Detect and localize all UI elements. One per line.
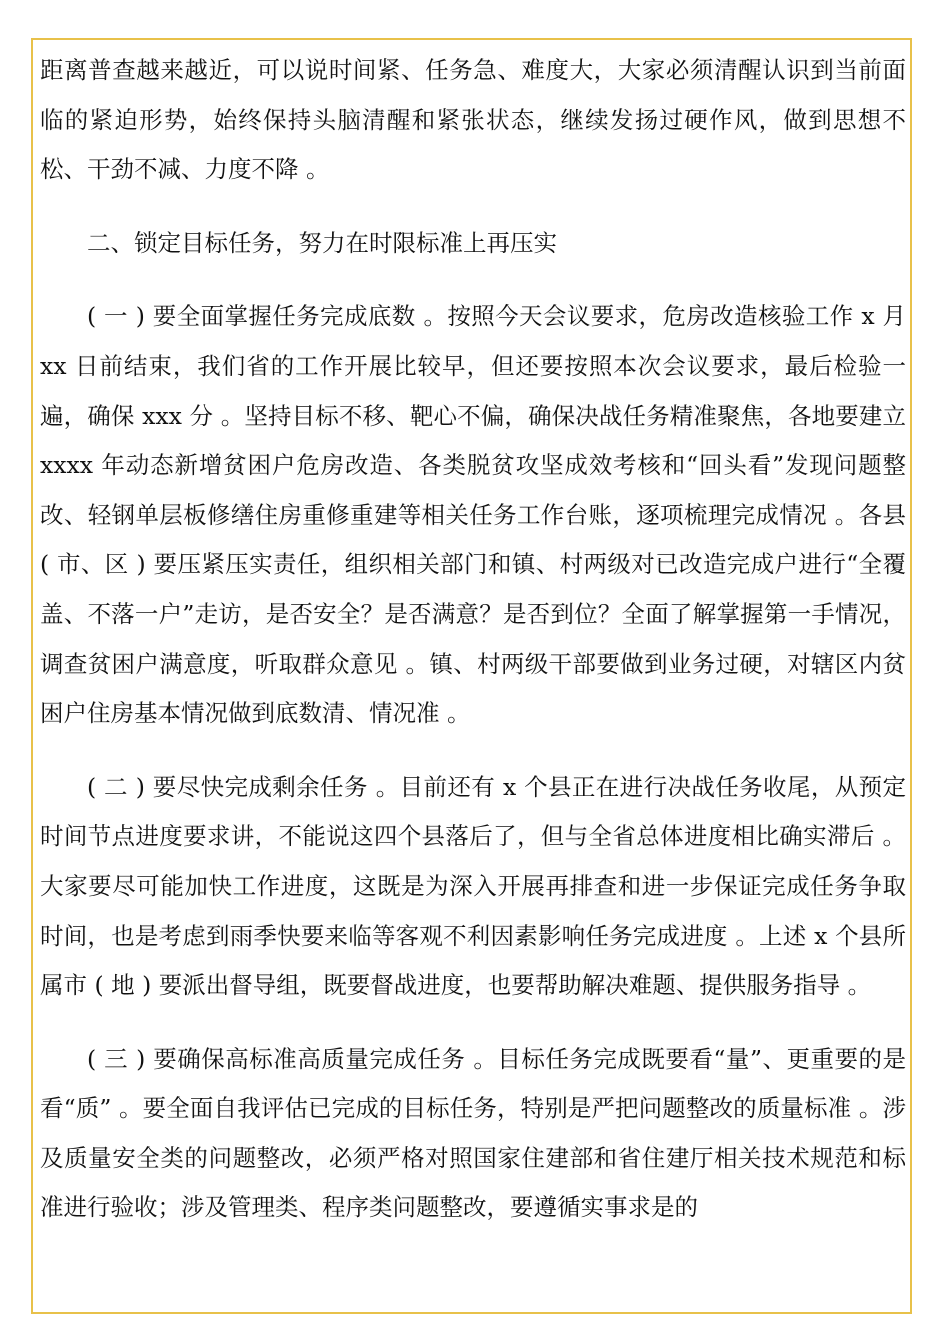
paragraph-item-2: ( 二 ) 要尽快完成剩余任务 。目前还有 x 个县正在进行决战任务收尾，从预定时间节点进度要求讲，不能说这四个县落后了，但与全省总体进度相比确实滞后 。大家要尽可能加快工作进度，这既是为深入开展再排查和进一步保证完成任务争取时间，也是考虑到雨季快要来临等客观不利因素影响任务完成进度 。上述 x 个县所属市 ( 地 ) 要派出督导组，既要督战进度，也要帮助解决难题、提供服务指导 。 bbox=[40, 772, 906, 1000]
paragraph-continuation: 距离普查越来越近，可以说时间紧、任务急、难度大，大家必须清醒认识到当前面临的紧迫形势，始终保持头脑清醒和紧张状态，继续发扬过硬作风，做到思想不松、干劲不减、力度不降 。 bbox=[40, 56, 906, 184]
section-heading: 二、锁定目标任务，努力在时限标准上再压实 bbox=[87, 228, 557, 257]
document-body bbox=[40, 46, 906, 1233]
paragraph-item-1: ( 一 ) 要全面掌握任务完成底数 。按照今天会议要求，危房改造核验工作 x 月 xx 日前结束，我们省的工作开展比较早，但还要按照本次会议要求，最后检验一遍，确保 xxx 分 。坚持目标不移、靶心不偏，确保决战任务精准聚焦，各地要建立 xxxx 年动态新增贫困户危房改造、各类脱贫攻坚成效考核和“回头看”发现问题整改、轻钢单层板修缮住房重修重建等相关任务工作台账，逐项梳理完成情况 。各县 ( 市、区 ) 要压紧压实责任，组织相关部门和镇、村两级对已改造完成户进行“全覆盖、不落一户”走访，是否安全？是否满意？是否到位？全面了解掌握第一手情况，调查贫困户满意度，听取群众意见 。镇、村两级干部要做到业务过硬，对辖区内贫困户住房基本情况做到底数清、情况准 。 bbox=[40, 302, 906, 728]
paragraph-item-3: ( 三 ) 要确保高标准高质量完成任务 。目标任务完成既要看“量”、更重要的是看“质” 。要全面自我评估已完成的目标任务，特别是严把问题整改的质量标准 。涉及质量安全类的问题整改，必须严格对照国家住建部和省住建厅相关技术规范和标准进行验收；涉及管理类、程序类问题整改，要遵循实事求是的 bbox=[40, 1044, 906, 1222]
